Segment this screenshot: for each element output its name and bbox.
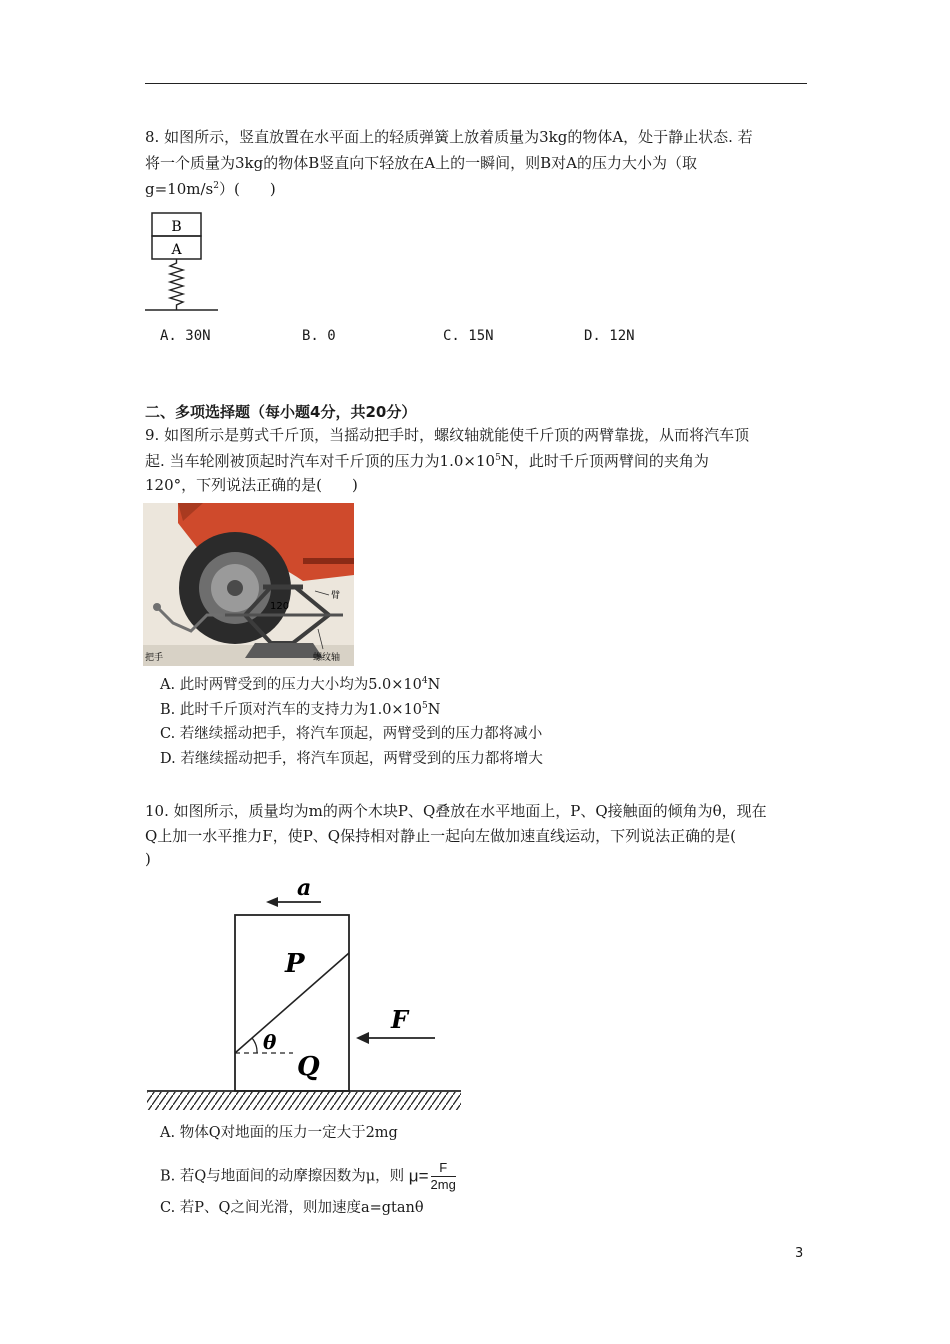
block-q-label: Q	[297, 1052, 320, 1082]
q8-line-1: 8. 如图所示，竖直放置在水平面上的轻质弹簧上放着质量为3kg的物体A，处于静止状态. 若	[145, 128, 753, 146]
q8-option-d: D. 12N	[584, 328, 635, 344]
wedge-blocks-figure	[145, 875, 465, 1115]
q10-option-a: A. 物体Q对地面的压力一定大于2mg	[160, 1125, 398, 1141]
force-label: F	[391, 1005, 409, 1034]
jack-base	[245, 643, 323, 658]
q8-line-2: 将一个质量为3kg的物体B竖直向下轻放在A上的一瞬间，则B对A的压力大小为（取	[145, 154, 697, 172]
q8-option-c: C. 15N	[443, 328, 494, 344]
q8-option-b: B. 0	[302, 328, 336, 344]
page-number: 3	[795, 1246, 804, 1261]
theta-label: θ	[263, 1030, 277, 1054]
q9-line-3: 120°，下列说法正确的是( )	[145, 476, 358, 494]
accel-label: a	[297, 875, 312, 901]
arm-label: 臂	[331, 591, 341, 601]
handle-label: 把手	[145, 653, 164, 663]
q10-line-2: Q上加一水平推力F，使P、Q保持相对静止一起向左做加速直线运动，下列说法正确的是(	[145, 827, 736, 845]
q9-option-a: A. 此时两臂受到的压力大小均为$5.0\times 10^4N$	[160, 676, 441, 693]
mu-symbol: μ=	[408, 1166, 429, 1186]
angle-label: 120	[270, 601, 290, 612]
section-title: 二、多项选择题（每小题4分，共20分）	[145, 403, 417, 421]
screw-label: 螺纹轴	[313, 653, 341, 663]
q10-option-c: C. 若P、Q之间光滑，则加速度a=gtanθ	[160, 1200, 424, 1216]
q8-option-a: A. 30N	[160, 328, 211, 344]
q10-line-1: 10. 如图所示，质量均为m的两个木块P、Q叠放在水平地面上，P、Q接触面的倾角为θ，现在	[145, 802, 767, 820]
q9-line-2: 起. 当车轮刚被顶起时汽车对千斤顶的压力为$1.0\times 10^5N$，此时千斤顶两臂间的夹角为	[145, 452, 709, 470]
spring	[170, 259, 183, 310]
q8-line-3: $g=10m/s^2$）( )	[145, 180, 276, 198]
block-p-label: P	[285, 949, 305, 979]
ground-hatch	[147, 1092, 461, 1110]
fraction: $\frac{F}{2mg}$	[430, 1160, 456, 1192]
block-a-label: A	[171, 242, 182, 258]
car-jack-photo	[143, 503, 354, 666]
q10-option-b: B. 若Q与地面间的动摩擦因数为μ，则 μ= $\frac{F}{2mg}$	[160, 1160, 456, 1192]
q9-option-b: B. 此时千斤顶对汽车的支持力为$1.0\times 10^5N$	[160, 701, 441, 718]
q9-option-d: D. 若继续摇动把手，将汽车顶起，两臂受到的压力都将增大	[160, 751, 543, 767]
q9-line-1: 9. 如图所示是剪式千斤顶，当摇动把手时，螺纹轴就能使千斤顶的两臂靠拢，从而将汽车顶	[145, 426, 750, 444]
block-b-label: B	[171, 219, 182, 235]
spring-blocks-figure	[142, 210, 222, 316]
q9-option-c: C. 若继续摇动把手，将汽车顶起，两臂受到的压力都将减小	[160, 726, 543, 742]
q10-line-3: )	[145, 850, 151, 868]
header-rule	[145, 83, 807, 84]
